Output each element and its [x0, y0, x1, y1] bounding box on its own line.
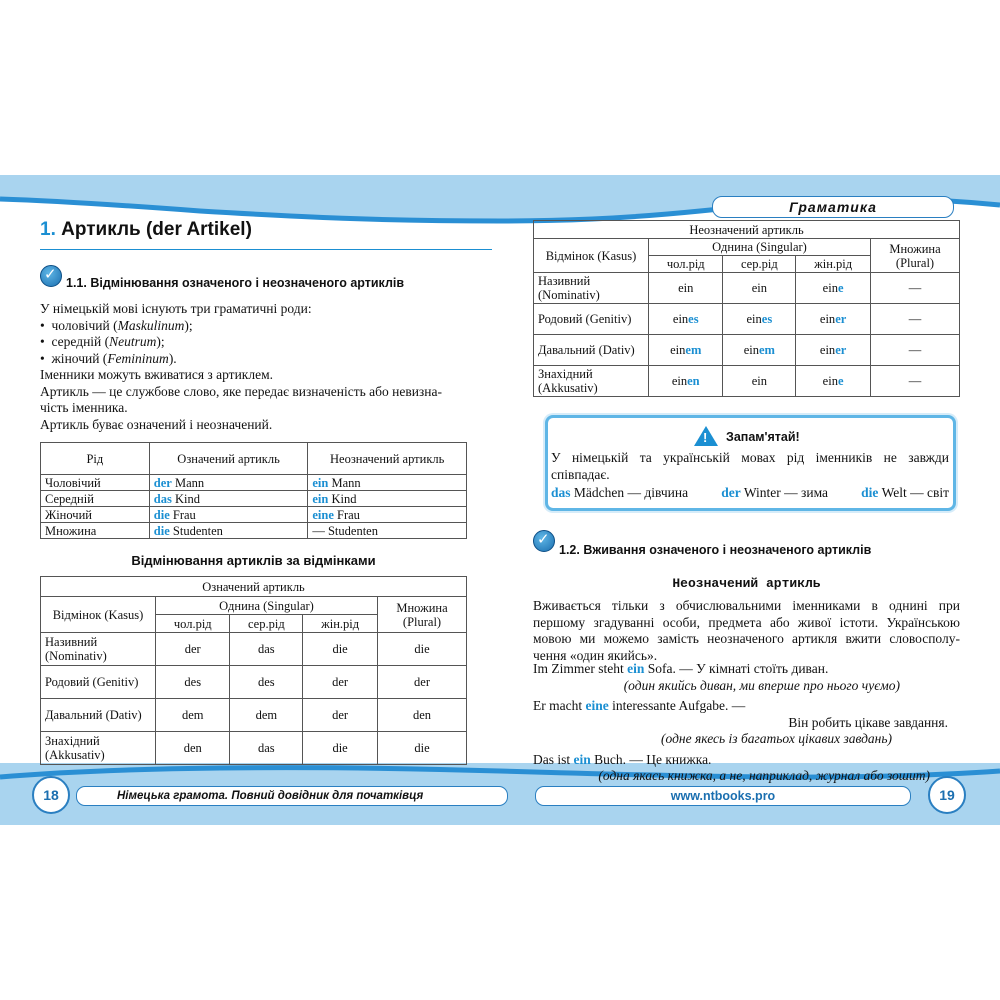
example-item: der Winter — зима — [721, 485, 829, 500]
table-header: Означений артикль — [149, 443, 308, 475]
example-translation: Він робить цікаве завдання. — [788, 714, 948, 730]
check-icon — [40, 265, 62, 287]
page-title — [40, 219, 252, 241]
table-header: Рід — [41, 443, 150, 475]
table-title: Означений артикль — [41, 577, 467, 597]
paragraph: чість іменника. — [40, 400, 128, 415]
table-row: Називний (Nominativ) der das die die — [41, 633, 467, 666]
example-note: (одне якесь із багатьох цікавих завдань) — [661, 731, 892, 746]
remember-box — [545, 415, 956, 511]
table-row: Називний (Nominativ) ein ein eine — — [534, 273, 960, 304]
subheading: Неозначений артикль — [672, 576, 821, 591]
table-header: Множина (Plural) — [378, 597, 467, 633]
page-number-right: 19 — [928, 776, 966, 814]
footer-book-title: Німецька грамота. Повний довідник для початківця — [76, 786, 508, 806]
remember-examples — [551, 485, 949, 502]
intro-block — [40, 301, 490, 433]
examples-block — [533, 661, 960, 785]
example-sentence: Im Zimmer steht ein Sofa. — У кімнаті стоїть диван. — [533, 661, 829, 676]
title-underline — [40, 249, 492, 250]
page-number-left: 18 — [32, 776, 70, 814]
example-sentence: Er macht eine interessante Aufgabe. — — [533, 698, 746, 713]
remember-title: Запам'ятай! — [726, 430, 800, 444]
paragraph: Артикль — це службове слово, яке передає визначеність або невизна- — [40, 383, 442, 399]
table-header: Однина (Singular) — [156, 597, 378, 615]
gender-article-table — [40, 442, 467, 539]
table-row: Давальний (Dativ) dem dem der den — [41, 699, 467, 732]
table-row: Давальний (Dativ) einem einem einer — — [534, 335, 960, 366]
intro-text: У німецькій мові існують три граматичні роди: — [40, 301, 312, 316]
remember-line: співпадає. — [551, 467, 610, 482]
gender-item: • жіночий (Femininum). — [40, 350, 177, 366]
gender-item: • чоловічий (Maskulinum); — [40, 317, 193, 333]
table-header: Множина (Plural) — [871, 239, 960, 273]
title-number: 1. — [40, 219, 56, 240]
example-sentence: Das ist ein Buch. — Це книжка. — [533, 751, 712, 767]
table-row: Середній das Kind ein Kind — [41, 491, 467, 507]
table-header: Неозначений артикль — [308, 443, 467, 475]
table-row: Чоловічий der Mann ein Mann — [41, 475, 467, 491]
table-row: Знахідний (Akkusativ) den das die die — [41, 732, 467, 765]
gender-item: • середній (Neutrum); — [40, 334, 165, 349]
table-row: Родовий (Genitiv) eines eines einer — — [534, 304, 960, 335]
section-tab: Граматика — [712, 196, 954, 218]
example-item: das Mädchen — дівчина — [551, 485, 689, 500]
paragraph: Артикль буває означений і неозначений. — [40, 416, 273, 432]
table-row: Множина die Studenten — Studenten — [41, 523, 467, 539]
table-row: Жіночий die Frau eine Frau — [41, 507, 467, 523]
usage-text: Вживається тільки з обчислювальними іменниками в однині при першому згадуванні особи, предмета або живої істоти. Українською мовою ми можемо замість неозначеного артикля вжити словосполу- чення «один якийсь». — [533, 598, 960, 663]
table-row: Родовий (Genitiv) des des der der — [41, 666, 467, 699]
table-caption: Відмінювання артиклів за відмінками — [131, 553, 376, 568]
table-title: Неозначений артикль — [534, 221, 960, 239]
check-icon — [533, 530, 555, 552]
remember-line: У німецькій та українській мовах рід іменників не завжди — [551, 450, 949, 465]
footer-url-link[interactable]: www.ntbooks.pro — [535, 786, 911, 806]
section-heading-2: 1.2. Вживання означеного і неозначеного артиклів — [559, 543, 872, 557]
indefinite-article-table: Неозначений артикль Відмінок (Kasus) Однина (Singular) Множина (Plural) чол.рід сер.рід жін.рід Називний (Nominativ) ein ein eine — Родовий (Genitiv) eines eines einer — Давальний (Dativ) einem einem einer — Знахідний (Akkusativ) einen ein eine — — [533, 220, 960, 397]
example-note: (одна якась книжка, а не, наприклад, журнал або зошит) — [598, 768, 930, 783]
section-heading-1: 1.1. Відмінювання означеного і неозначеного артиклів — [66, 276, 405, 290]
table-row: Знахідний (Akkusativ) einen ein eine — — [534, 366, 960, 397]
paragraph: Іменники можуть вживатися з артиклем. — [40, 367, 274, 382]
table-header: Відмінок (Kasus) — [534, 239, 649, 273]
table-header: Відмінок (Kasus) — [41, 597, 156, 633]
example-item: die Welt — світ — [861, 485, 949, 500]
warning-icon — [694, 426, 718, 446]
definite-article-table: Означений артикль Відмінок (Kasus) Однина (Singular) Множина (Plural) чол.рід сер.рід жін.рід Називний (Nominativ) der das die die Родовий (Genitiv) des des der der Давальний (Dativ) dem dem der den Знахідний (Akkusativ) den das die die — [40, 576, 467, 765]
title-text: Артикль (der Artikel) — [61, 219, 252, 240]
example-note: (один якийсь диван, ми вперше про нього чуємо) — [623, 677, 900, 693]
table-header: Однина (Singular) — [649, 239, 871, 256]
